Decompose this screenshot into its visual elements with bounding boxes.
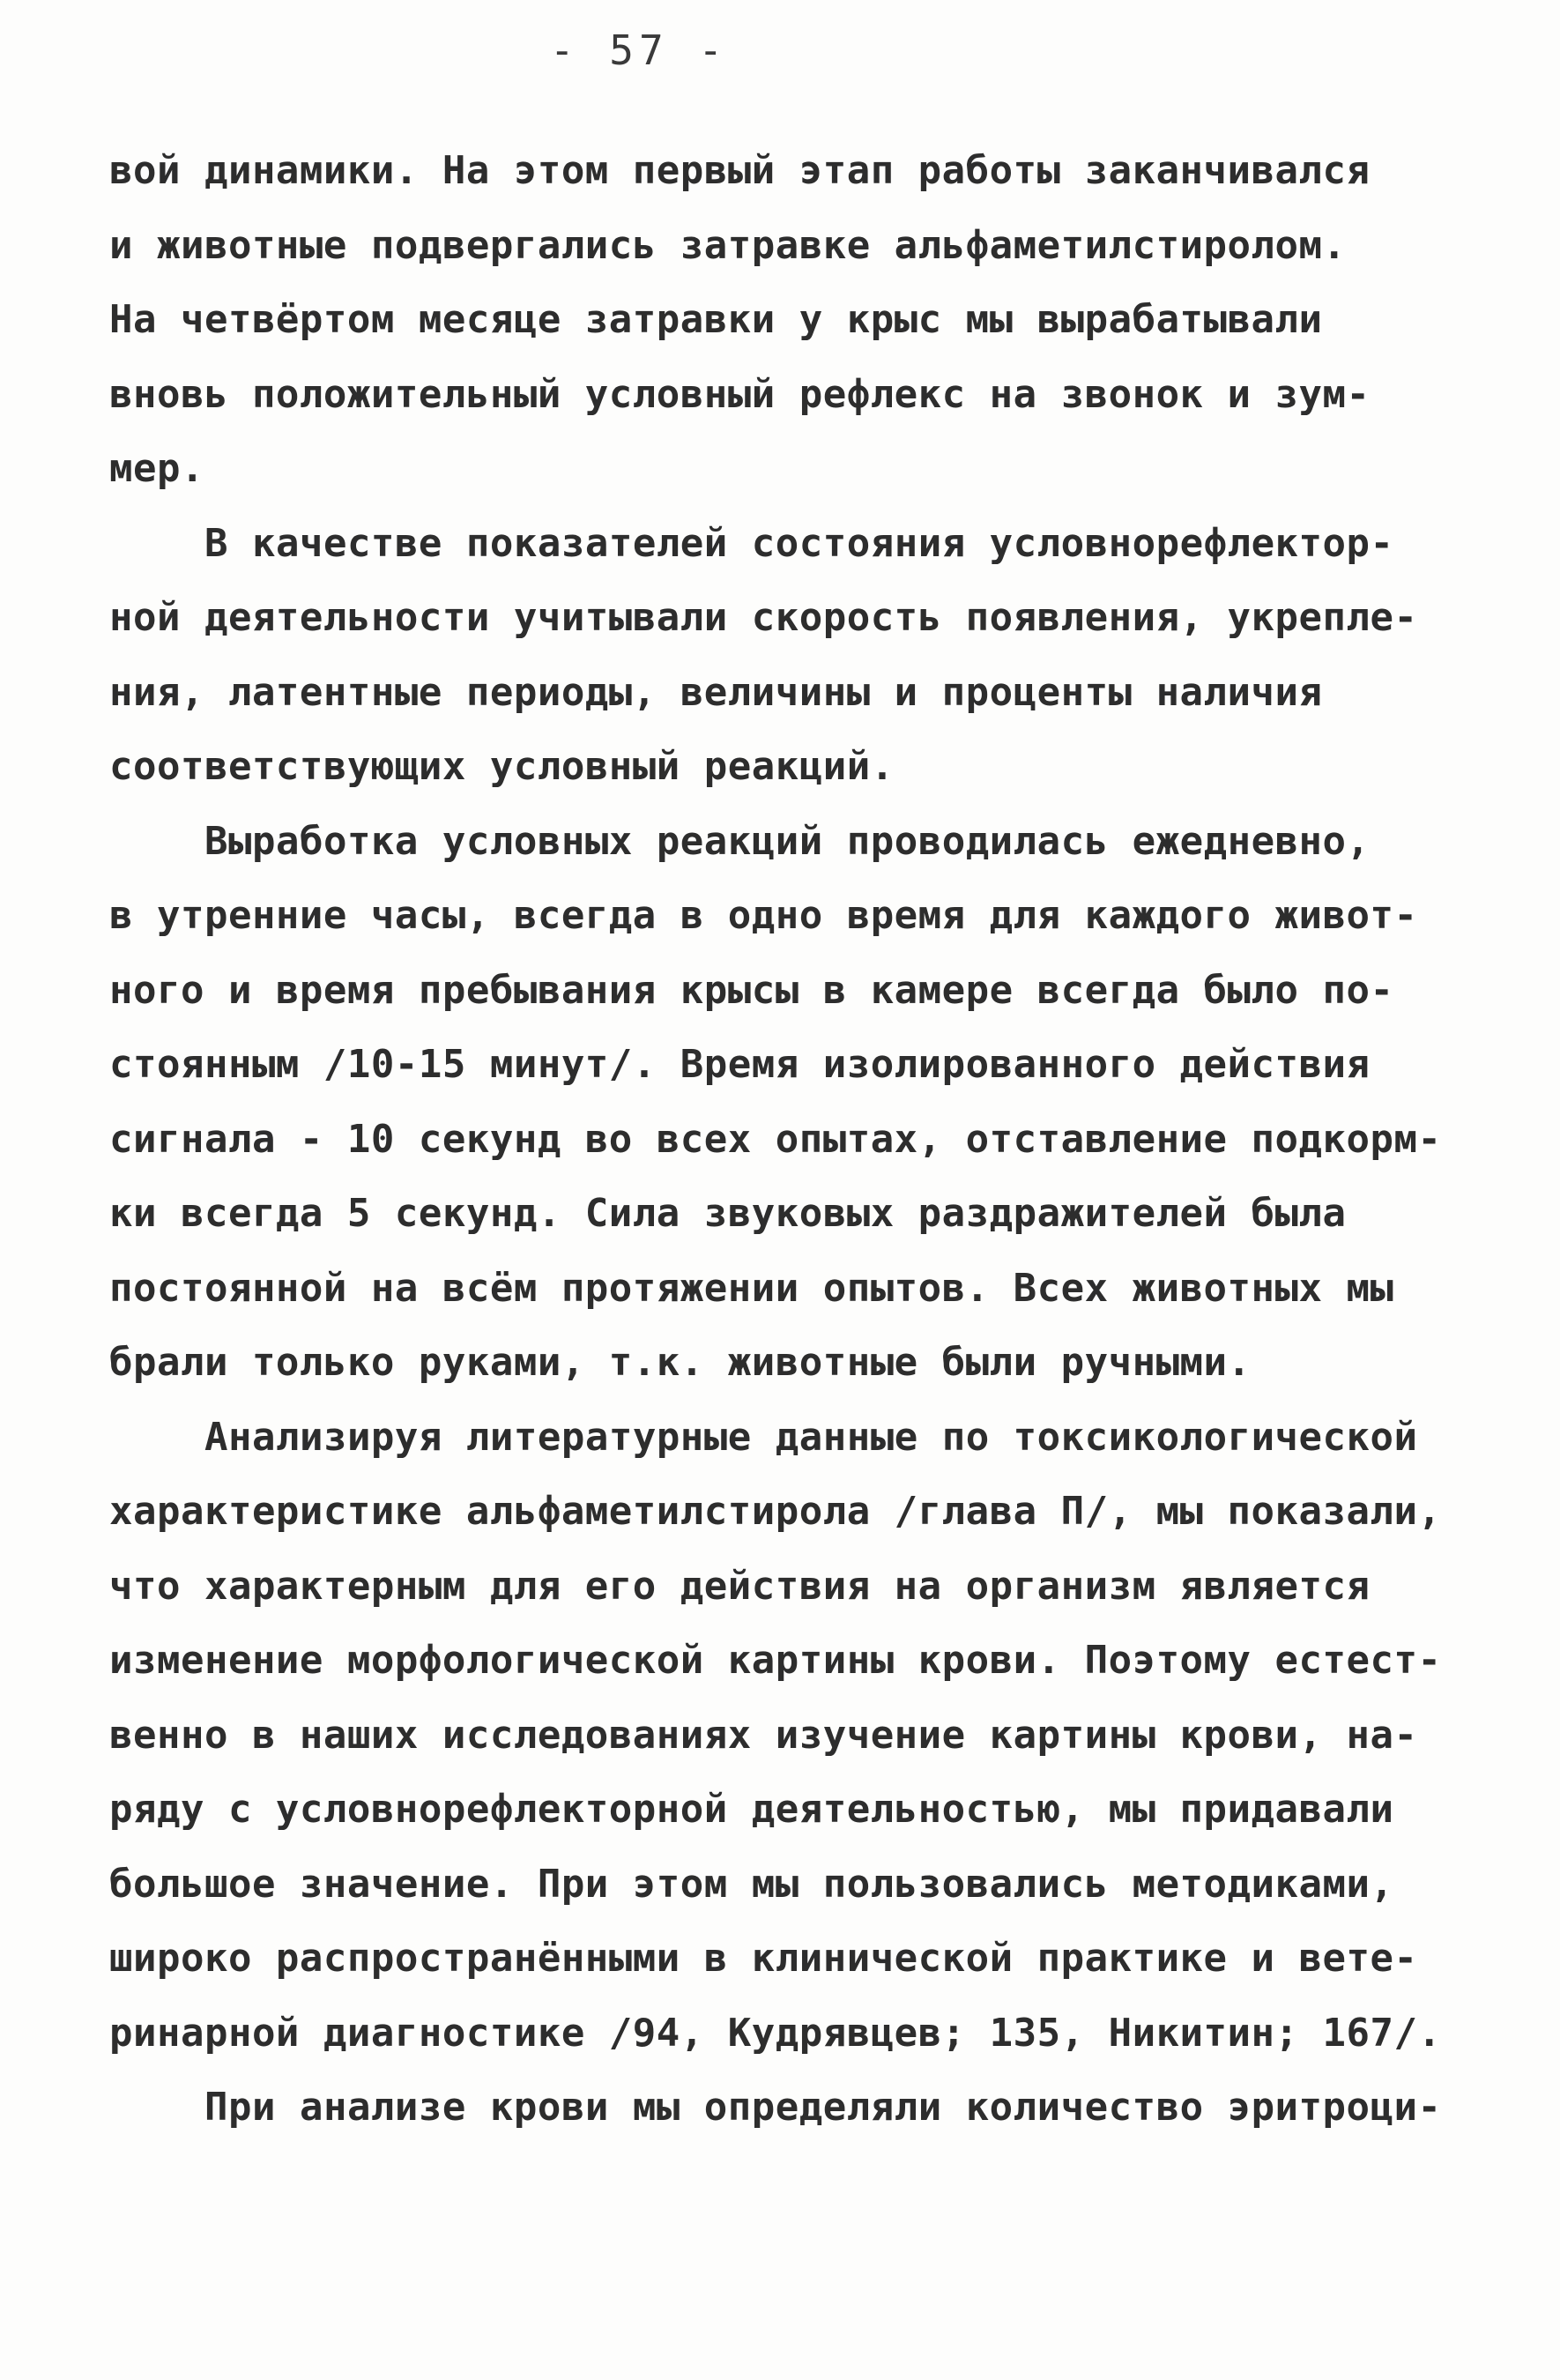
text-line: соответствующих условный реакций. (109, 744, 895, 789)
text-line: в утренние часы, всегда в одно время для каждого живот- (109, 893, 1418, 938)
text-line: венно в наших исследованиях изучение картины крови, на- (109, 1712, 1418, 1758)
text-line: ного и время пребывания крысы в камере всегда было по- (109, 967, 1394, 1013)
page-number: - 57 - (549, 26, 729, 74)
paragraph-start-line: Анализируя литературные данные по токсикологической (204, 1414, 1418, 1460)
text-line: На четвёртом месяце затравки у крыс мы вырабатывали (109, 297, 1323, 342)
text-line: стоянным /10-15 минут/. Время изолированного действия (109, 1042, 1371, 1087)
text-line: ки всегда 5 секунд. Сила звуковых раздражителей была (109, 1191, 1347, 1236)
text-line: большое значение. При этом мы пользовались методиками, (109, 1861, 1394, 1907)
text-line: мер. (109, 446, 204, 491)
text-line: вой динамики. На этом первый этап работы заканчивался (109, 148, 1371, 193)
text-line: вновь положительный условный рефлекс на звонок и зум- (109, 371, 1371, 417)
text-line: характеристике альфаметилстирола /глава П/, мы показали, (109, 1489, 1442, 1534)
text-line: и животные подвергались затравке альфаметилстиролом. (109, 222, 1347, 268)
text-line: сигнала - 10 секунд во всех опытах, отставление подкорм- (109, 1116, 1442, 1162)
text-line: что характерным для его действия на организм является (109, 1563, 1371, 1609)
text-line: постоянной на всём протяжении опытов. Всех животных мы (109, 1265, 1394, 1311)
paragraph-start-line: Выработка условных реакций проводилась ежедневно, (204, 818, 1371, 864)
text-line: брали только руками, т.к. животные были ручными. (109, 1340, 1252, 1385)
text-line: ния, латентные периоды, величины и проценты наличия (109, 669, 1323, 715)
text-line: ряду с условнорефлекторной деятельностью, мы придавали (109, 1787, 1394, 1832)
text-line: изменение морфологической картины крови. Поэтому естест- (109, 1638, 1442, 1683)
paragraph-start-line: В качестве показателей состояния условнорефлектор- (204, 520, 1394, 566)
text-line: ной деятельности учитывали скорость появления, укрепле- (109, 595, 1418, 640)
paragraph-start-line: При анализе крови мы определяли количество эритроци- (204, 2085, 1442, 2130)
text-line: широко распространёнными в клинической практике и вете- (109, 1936, 1418, 1981)
text-line: ринарной диагностике /94, Кудрявцев; 135, Никитин; 167/. (109, 2010, 1442, 2056)
body-text (109, 134, 1467, 2146)
